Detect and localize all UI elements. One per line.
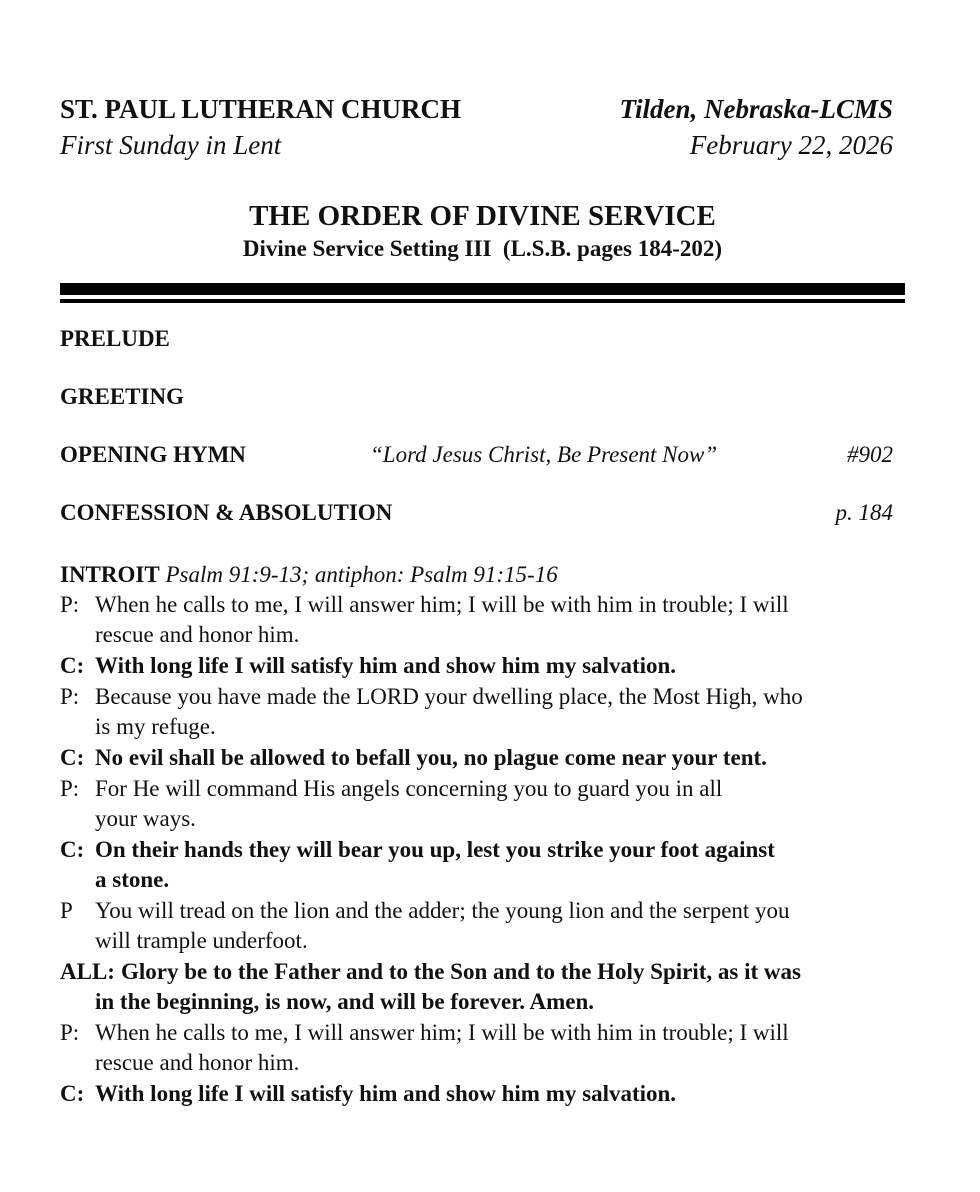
- church-location: Tilden, Nebraska-LCMS: [619, 94, 893, 124]
- speaker-label: C:: [60, 745, 85, 770]
- introit-reference: Psalm 91:9-13; antiphon: Psalm 91:15-16: [165, 562, 558, 587]
- verse-7: [60, 957, 900, 1017]
- verse-text: Glory be to the Father and to the Son and to the Holy Spirit, as it was: [120, 959, 801, 984]
- verse-text-cont: rescue and honor him.: [95, 622, 300, 647]
- verse-text-cont: rescue and honor him.: [95, 1050, 300, 1075]
- speaker-label: C:: [60, 653, 85, 678]
- page-subtitle: Divine Service Setting III (L.S.B. pages 184-202): [242, 236, 723, 261]
- verse-text: No evil shall be allowed to befall you, no plague come near your tent.: [95, 745, 767, 770]
- hymn-title: “Lord Jesus Christ, Be Present Now”: [370, 442, 718, 467]
- speaker-label: C:: [60, 1081, 85, 1106]
- verse-text: Because you have made the LORD your dwelling place, the Most High, who: [95, 684, 803, 709]
- verse-8: [60, 1018, 900, 1078]
- verse-text-cont: is my refuge.: [95, 714, 216, 739]
- speaker-label: P:: [60, 684, 80, 709]
- speaker-label: C:: [60, 837, 85, 862]
- verse-text-cont: will trample underfoot.: [95, 928, 308, 953]
- verse-text-cont: your ways.: [95, 806, 196, 831]
- verse-3: [60, 743, 900, 773]
- verse-9: [60, 1079, 900, 1109]
- speaker-label: P:: [60, 776, 80, 801]
- verse-text: When he calls to me, I will answer him; I will be with him in trouble; I will: [95, 1020, 789, 1045]
- verse-text: You will tread on the lion and the adder; the young lion and the serpent you: [95, 898, 790, 923]
- verse-text: When he calls to me, I will answer him; I will be with him in trouble; I will: [95, 592, 789, 617]
- section-opening-hymn: OPENING HYMN: [60, 442, 246, 467]
- hymn-number: #902: [847, 442, 893, 467]
- verse-2: [60, 682, 900, 742]
- speaker-label: P:: [60, 1020, 80, 1045]
- verse-6: [60, 896, 900, 956]
- service-date: February 22, 2026: [689, 130, 893, 160]
- verse-text: For He will command His angels concerning you to guard you in all: [95, 776, 723, 801]
- verse-text-cont: in the beginning, is now, and will be forever. Amen.: [95, 989, 595, 1014]
- section-prelude: PRELUDE: [60, 326, 170, 351]
- speaker-label: P:: [60, 592, 80, 617]
- section-introit: [60, 560, 900, 590]
- divider-thick: [60, 283, 905, 295]
- section-confession: CONFESSION & ABSOLUTION: [60, 500, 393, 525]
- speaker-label: P: [60, 898, 73, 923]
- occasion: First Sunday in Lent: [60, 130, 282, 160]
- verse-text: With long life I will satisfy him and show him my salvation.: [95, 653, 677, 678]
- section-greeting: GREETING: [60, 384, 184, 409]
- verse-1: [60, 651, 900, 681]
- verse-4: [60, 774, 900, 834]
- introit-label: INTROIT: [60, 562, 160, 587]
- verse-text: On their hands they will bear you up, lest you strike your foot against: [95, 837, 775, 862]
- confession-page: p. 184: [835, 500, 893, 525]
- verse-text: With long life I will satisfy him and show him my salvation.: [95, 1081, 677, 1106]
- speaker-label: ALL:: [60, 959, 115, 984]
- verse-5: [60, 835, 900, 895]
- verse-text-cont: a stone.: [95, 867, 170, 892]
- divider-thin: [60, 299, 905, 303]
- page-title: THE ORDER OF DIVINE SERVICE: [249, 200, 716, 232]
- verse-0: [60, 590, 900, 650]
- church-name: ST. PAUL LUTHERAN CHURCH: [60, 94, 462, 124]
